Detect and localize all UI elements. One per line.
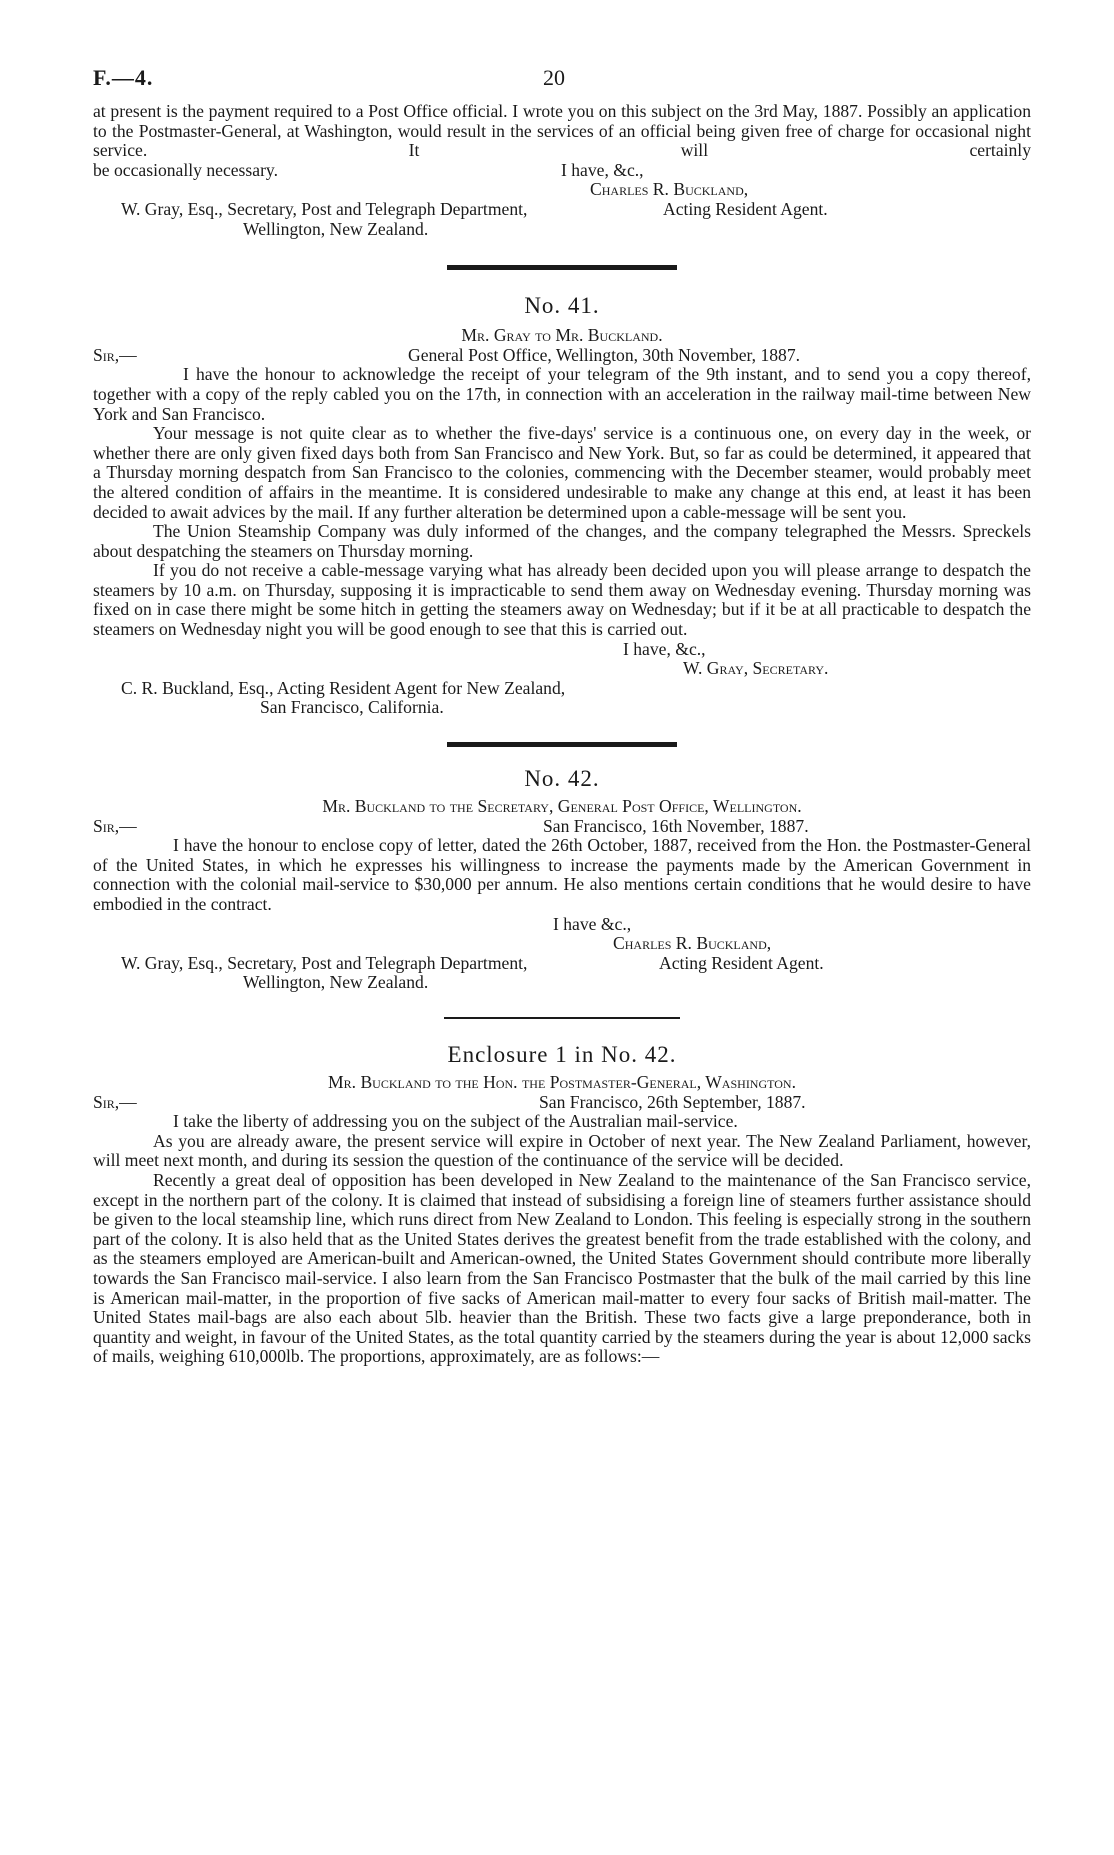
- addressee-line2: San Francisco, California.: [260, 697, 444, 718]
- addressee-line1: W. Gray, Esq., Secretary, Post and Telegraph Department,: [121, 952, 528, 973]
- letter-paragraph: If you do not receive a cable-message varying what has already been decided upon you will please arrange to despatch the steamers by 10 a.m. on Thursday, supposing it is impracticable to send them away on Wednesday evening. Thursday morning was fixed on in case there might be some hitch in getting the steamers away on Wednesday; but if it be at all practicable to despatch the steamers on Wednesday night you will be good enough to see that this is carried out.: [93, 560, 1031, 640]
- page-header: [93, 62, 1031, 102]
- signer: Charles R. Buckland,: [613, 933, 772, 954]
- intro-addressee-row: [93, 200, 1031, 220]
- closing-row: [93, 915, 1031, 935]
- intro-closing-row: [93, 161, 1031, 181]
- document-reference: F.—4.: [93, 65, 154, 90]
- letter-paragraph: Recently a great deal of opposition has been developed in New Zealand to the maintenance of the San Francisco service, except in the northern part of the colony. It is claimed that instead of subsidising a foreign line of steamers further assistance should be given to the local steamship line, which runs direct from New Zealand to London. This feeling is especially strong in the southern part of the colony. It is also held that as the United States derives the greatest benefit from the trade established with the colony, and as the steamers employed are American-built and American-owned, the United States Government should contribute more liberally towards the San Francisco mail-service. I also learn from the San Francisco Postmaster that the bulk of the mail carried by this line is American mail-matter, in the proportion of five sacks of American mail-matter to every four sacks of British mail-matter. The United States mail-bags are also each about 5lb. heavier than the British. These two facts give a large preponderance, both in quantity and weight, in favour of the United States, as the total quantity carried by the steamers during the year is about 12,000 sacks of mails, weighing 610,000lb. The proportions, approximately, are as follows:—: [93, 1169, 1031, 1367]
- salutation: Sir,—: [93, 1091, 137, 1112]
- intro-last-line: be occasionally necessary.: [93, 159, 278, 180]
- letter-paragraph: I take the liberty of addressing you on the subject of the Australian mail-service.: [173, 1111, 738, 1132]
- letter-no-42: [93, 765, 1031, 993]
- intro-paragraph: at present is the payment required to a Post Office official. I wrote you on this subject on the 3rd May, 1887. Possibly an application to the Postmaster-General, at Washington, would result in the services of an official being given free of charge for occasional night service. It will certainly: [93, 101, 1031, 161]
- letter-paragraph: Your message is not quite clear as to whether the five-days' service is a continuous one, on every day in the week, or whether there are only given fixed days both from San Francisco and New York. But, so far as could be determined, it appeared that a Thursday morning despatch from San Francisco to the colonies, commencing with the December steamer, would probably meet the altered condition of affairs in the meantime. It is considered undesirable to make any change at this end, at least it has been decided to await advices by the mail. If any further alteration be determined upon a cable-message will be sent you.: [93, 423, 1031, 522]
- salutation-row: [93, 346, 1031, 366]
- closing-i-have: I have &c.,: [553, 913, 632, 934]
- letter-number-title: No. 42.: [524, 766, 600, 792]
- intro-letter-ending: [93, 102, 1031, 239]
- place-date: General Post Office, Wellington, 30th November, 1887.: [408, 344, 801, 365]
- letter-paragraph: As you are already aware, the present service will expire in October of next year. The New Zealand Parliament, however, will meet next month, and during its session the question of the continuance of the service will be decided.: [93, 1130, 1031, 1171]
- letter-number-title: No. 41.: [524, 293, 600, 319]
- enclosure-title: Enclosure 1 in No. 42.: [447, 1041, 677, 1067]
- addressee-row: [93, 954, 1031, 974]
- salutation-row: [93, 817, 1031, 837]
- closing-i-have: I have, &c.,: [623, 638, 706, 659]
- letter-from-to: Mr. Gray to Mr. Buckland.: [461, 325, 663, 346]
- intro-addressee-line1: W. Gray, Esq., Secretary, Post and Telegraph Department,: [121, 198, 528, 219]
- signer-row: [93, 934, 1031, 954]
- letter-from-to: Mr. Buckland to the Hon. the Postmaster-General, Washington.: [328, 1071, 796, 1092]
- document-page: [93, 62, 1031, 1367]
- signer: W. Gray, Secretary.: [683, 658, 829, 679]
- intro-addressee-row2: [93, 220, 1031, 240]
- letter-paragraph: The Union Steamship Company was duly informed of the changes, and the company telegraphed the Messrs. Spreckels about despatching the steamers on Thursday morning.: [93, 521, 1031, 561]
- signer-title: Acting Resident Agent.: [659, 952, 824, 973]
- letter-no-41: [93, 292, 1031, 718]
- intro-signer-row: [93, 180, 1031, 200]
- intro-signer: Charles R. Buckland,: [590, 179, 749, 200]
- letter-paragraph: I have the honour to enclose copy of letter, dated the 26th October, 1887, received from the Hon. the Postmaster-General of the United States, in which he expresses his willingness to increase the payments made by the American Government in connection with the colonial mail-service to $30,000 per annum. He also mentions certain conditions that he would desire to have embodied in the contract.: [93, 835, 1031, 914]
- signer-row: [93, 659, 1031, 679]
- closing-row: [93, 640, 1031, 660]
- letter-paragraph: I have the honour to acknowledge the receipt of your telegram of the 9th instant, and to send you a copy thereof, together with a copy of the reply cabled you on the 17th, in connection with an acceleration in the railway mail-time between New York and San Francisco.: [93, 364, 1031, 424]
- enclosure-1-no-42: [93, 1041, 1031, 1367]
- place-date: San Francisco, 26th September, 1887.: [539, 1091, 806, 1112]
- salutation: Sir,—: [93, 815, 137, 836]
- intro-i-have: I have, &c.,: [561, 159, 644, 180]
- intro-signer-title: Acting Resident Agent.: [663, 198, 828, 219]
- letter-from-to: Mr. Buckland to the Secretary, General Post Office, Wellington.: [322, 796, 802, 817]
- addressee-line2: Wellington, New Zealand.: [243, 972, 429, 993]
- addressee-line1: C. R. Buckland, Esq., Acting Resident Agent for New Zealand,: [121, 677, 566, 698]
- intro-addressee-line2: Wellington, New Zealand.: [243, 218, 429, 239]
- addressee-row2: [93, 973, 1031, 993]
- addressee-row2: [93, 698, 1031, 718]
- place-date: San Francisco, 16th November, 1887.: [543, 815, 809, 836]
- page-number: 20: [543, 65, 565, 90]
- addressee-row: [93, 679, 1031, 699]
- salutation: Sir,—: [93, 344, 137, 365]
- salutation-row: [93, 1093, 1031, 1113]
